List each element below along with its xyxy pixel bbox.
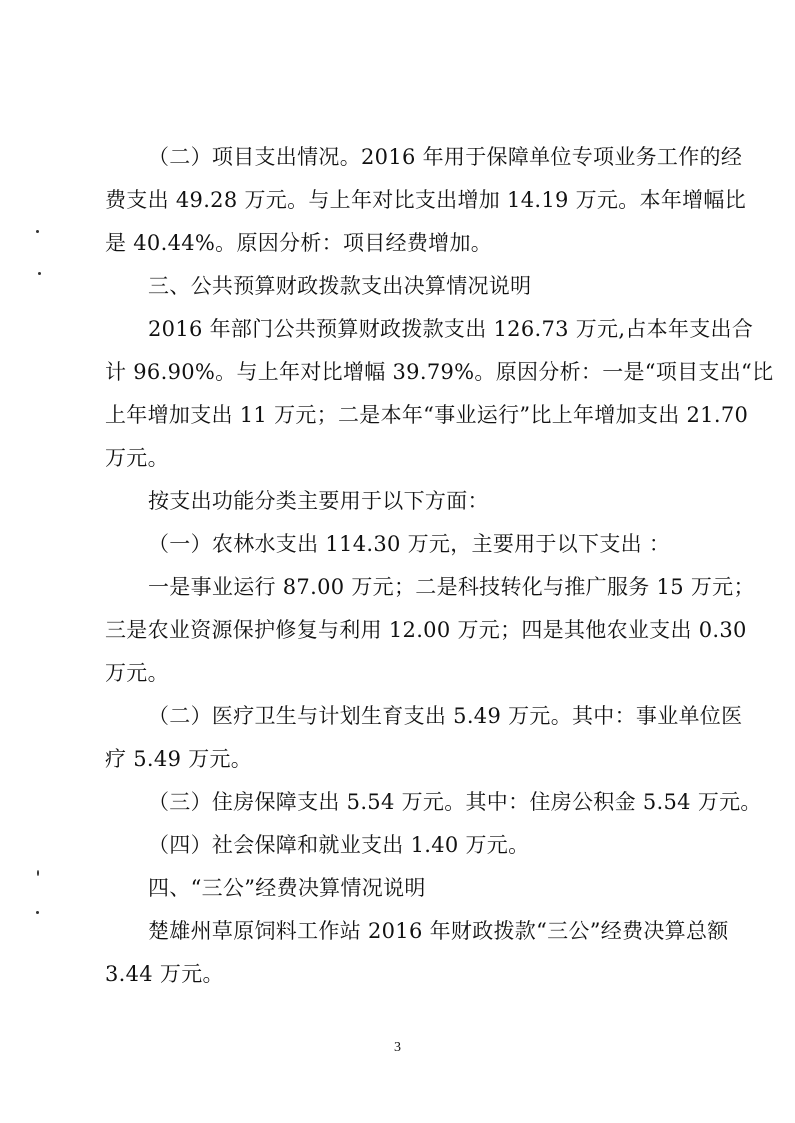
item-medical-health-line-2: 疗 5.49 万元。 — [105, 747, 253, 771]
paragraph-project-expenditure-line-3: 是 40.44%。原因分析：项目经费增加。 — [105, 231, 493, 255]
paragraph-agriculture-detail-line-3: 万元。 — [105, 661, 169, 685]
paragraph-public-budget-line-4: 万元。 — [105, 446, 169, 470]
scan-speck — [38, 272, 41, 275]
paragraph-agriculture-detail-line-1: 一是事业运行 87.00 万元；二是科技转化与推广服务 15 万元； — [148, 575, 755, 599]
page-number: 3 — [394, 1040, 401, 1055]
paragraph-public-budget-line-3: 上年增加支出 11 万元；二是本年“事业运行”比上年增加支出 21.70 — [105, 403, 749, 427]
paragraph-three-public-line-1: 楚雄州草原饲料工作站 2016 年财政拨款“三公”经费决算总额 — [148, 919, 729, 943]
paragraph-agriculture-detail-line-2: 三是农业资源保护修复与利用 12.00 万元；四是其他农业支出 0.30 — [105, 618, 747, 642]
item-social-security: （四）社会保障和就业支出 1.40 万元。 — [148, 833, 530, 857]
scan-speck — [36, 911, 39, 914]
item-housing-security: （三）住房保障支出 5.54 万元。其中：住房公积金 5.54 万元。 — [148, 790, 762, 814]
scan-speck — [36, 230, 39, 233]
item-agriculture-forestry-water: （一）农林水支出 114.30 万元，主要用于以下支出 ： — [148, 532, 671, 556]
section-heading-three-public-expenses: 四、“三公”经费决算情况说明 — [148, 876, 426, 900]
paragraph-public-budget-line-2: 计 96.90%。与上年对比增幅 39.79%。原因分析：一是“项目支出“比 — [105, 360, 774, 384]
paragraph-three-public-line-2: 3.44 万元。 — [105, 962, 224, 986]
item-medical-health-line-1: （二）医疗卫生与计划生育支出 5.49 万元。其中：事业单位医 — [148, 704, 743, 728]
paragraph-project-expenditure-line-2: 费支出 49.28 万元。与上年对比支出增加 14.19 万元。本年增幅比 — [105, 188, 747, 212]
scan-speck — [37, 870, 39, 876]
section-heading-public-budget: 三、公共预算财政拨款支出决算情况说明 — [148, 274, 532, 298]
paragraph-public-budget-line-1: 2016 年部门公共预算财政拨款支出 126.73 万元,占本年支出合 — [148, 317, 754, 341]
paragraph-project-expenditure-line-1: （二）项目支出情况。2016 年用于保障单位专项业务工作的经 — [148, 145, 743, 169]
paragraph-functional-classification: 按支出功能分类主要用于以下方面： — [148, 489, 489, 513]
